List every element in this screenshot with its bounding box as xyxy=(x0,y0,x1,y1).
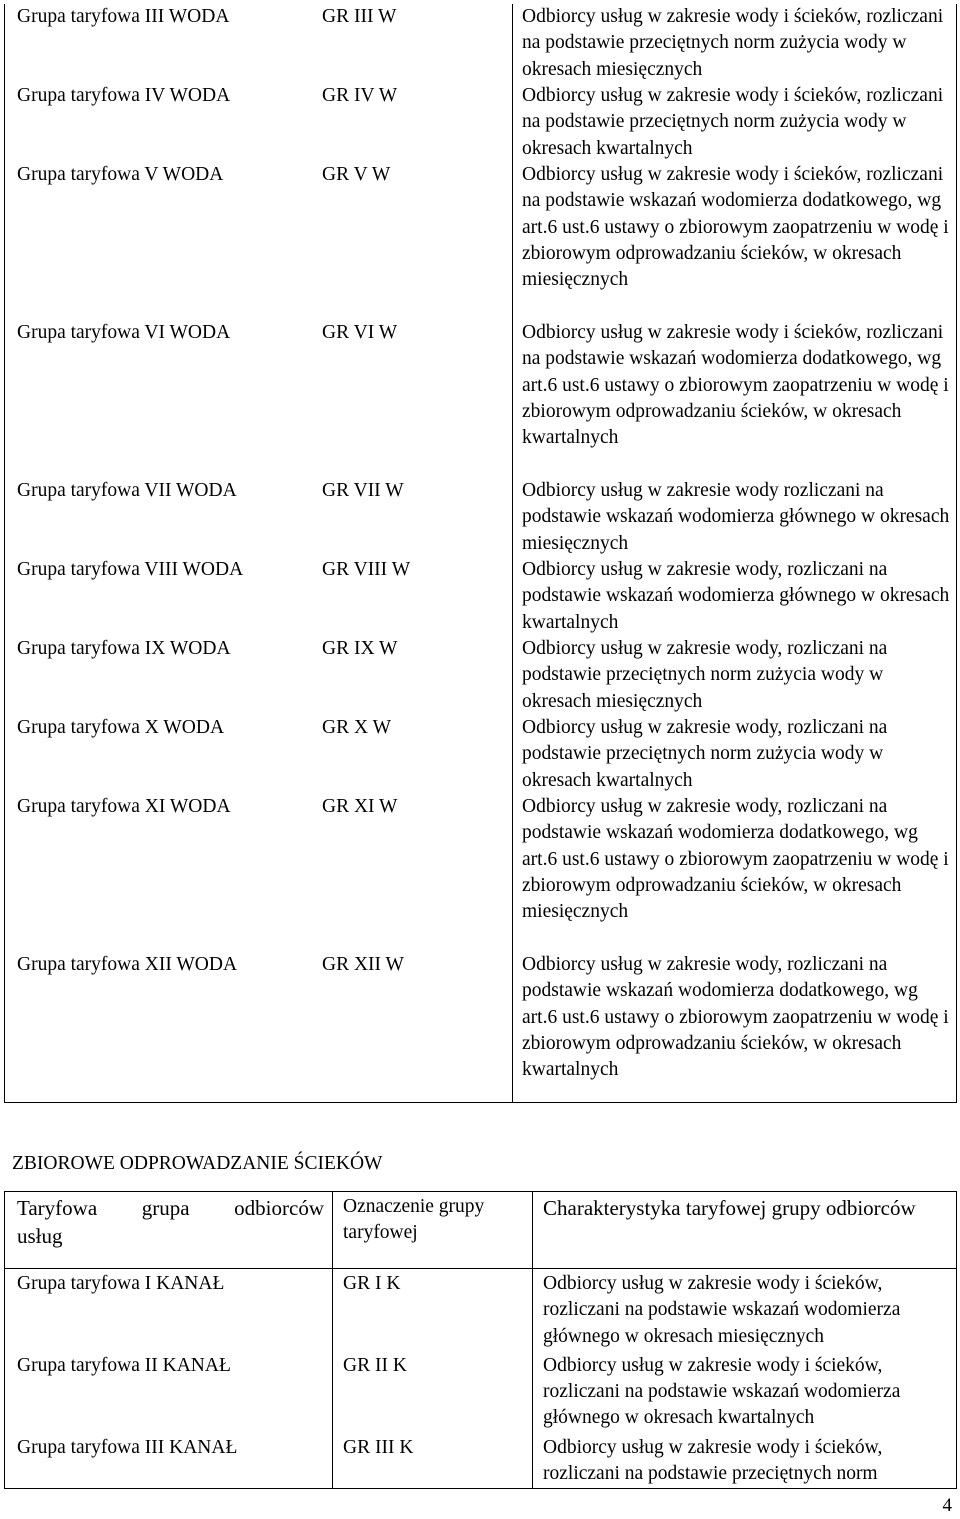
tariff-group-name: Grupa taryfowa VI WODA xyxy=(17,322,231,343)
table-row xyxy=(5,478,957,557)
column-header-code: Oznaczenie grupy taryfowej xyxy=(333,1192,533,1269)
table-row xyxy=(5,1433,957,1489)
table-row xyxy=(5,952,957,1102)
tariff-group-code: GR X W xyxy=(322,715,513,794)
tariff-group-code: GR XI W xyxy=(322,794,513,952)
section-heading: ZBIOROWE ODPROWADZANIE ŚCIEKÓW xyxy=(12,1153,383,1174)
table-row xyxy=(5,636,957,715)
table-row xyxy=(5,1351,957,1433)
tariff-group-code: GR V W xyxy=(322,162,513,320)
tariff-group-name: Grupa taryfowa II KANAŁ xyxy=(5,1351,333,1433)
tariff-group-name: Grupa taryfowa III WODA xyxy=(17,6,230,27)
tariff-group-description: Odbiorcy usług w zakresie wody i ścieków, rozliczani na podstawie wskazań wodomierza głównego w okresach kwartalnych xyxy=(543,1354,901,1429)
tariff-group-name: Grupa taryfowa XI WODA xyxy=(17,796,231,817)
column-header-description: Charakterystyka taryfowej grupy odbiorców xyxy=(533,1192,957,1269)
tariff-group-name: Grupa taryfowa XII WODA xyxy=(17,954,238,975)
table-row xyxy=(5,715,957,794)
tariff-group-description: Odbiorcy usług w zakresie wody, rozliczani na podstawie wskazań wodomierza dodatkowego, wg art.6 ust.6 ustawy o zbiorowym zaopatrzeniu w wodę i zbiorowym odprowadzaniu ścieków, w okresach kwartalnych xyxy=(522,954,949,1081)
tariff-group-name: Grupa taryfowa IX WODA xyxy=(17,638,231,659)
table-row xyxy=(5,4,957,83)
tariff-group-description: Odbiorcy usług w zakresie wody i ścieków, rozliczani na podstawie przeciętnych norm zużycia wody w okresach kwartalnych xyxy=(522,85,944,159)
tariff-group-name: Grupa taryfowa III KANAŁ xyxy=(5,1433,333,1489)
tariff-group-description: Odbiorcy usług w zakresie wody i ścieków, rozliczani na podstawie wskazań wodomierza głównego w okresach miesięcznych xyxy=(543,1273,901,1347)
tariff-group-code: GR III W xyxy=(322,4,513,83)
tariff-group-name: Grupa taryfowa I KANAŁ xyxy=(5,1269,333,1351)
tariff-group-name: Grupa taryfowa X WODA xyxy=(17,717,225,738)
tariff-group-code: GR VI W xyxy=(322,320,513,478)
tariff-group-name: Grupa taryfowa IV WODA xyxy=(17,85,231,106)
table-row xyxy=(5,794,957,952)
tariff-group-description: Odbiorcy usług w zakresie wody, rozliczani na podstawie przeciętnych norm zużycia wody w okresach miesięcznych xyxy=(522,638,888,712)
tariff-group-code: GR VIII W xyxy=(322,557,513,636)
tariff-group-description: Odbiorcy usług w zakresie wody, rozliczani na podstawie wskazań wodomierza głównego w okresach kwartalnych xyxy=(522,559,950,633)
sewage-tariff-groups-table xyxy=(4,1191,957,1489)
column-header-group-line2: usług xyxy=(17,1224,63,1248)
table-header-row xyxy=(5,1192,957,1269)
tariff-group-name: Grupa taryfowa VII WODA xyxy=(17,480,237,501)
table-row xyxy=(5,557,957,636)
table-row xyxy=(5,83,957,162)
tariff-group-code: GR XII W xyxy=(322,952,513,1102)
tariff-group-code: GR I K xyxy=(333,1269,533,1351)
tariff-group-code: GR II K xyxy=(333,1351,533,1433)
tariff-group-code: GR VII W xyxy=(322,478,513,557)
tariff-group-description: Odbiorcy usług w zakresie wody i ścieków, rozliczani na podstawie wskazań wodomierza dodatkowego, wg art.6 ust.6 ustawy o zbiorowym zaopatrzeniu w wodę i zbiorowym odprowadzaniu ścieków, w okresach miesięcznych xyxy=(522,164,949,291)
tariff-group-name: Grupa taryfowa VIII WODA xyxy=(17,559,244,580)
page-number: 4 xyxy=(942,1495,952,1516)
tariff-group-code: GR III K xyxy=(333,1433,533,1489)
column-header-group-line1: Taryfowa grupa odbiorców xyxy=(17,1196,324,1220)
water-tariff-groups-table xyxy=(4,4,957,1103)
table-row xyxy=(5,320,957,478)
tariff-group-name: Grupa taryfowa V WODA xyxy=(17,164,224,185)
tariff-group-code: GR IV W xyxy=(322,83,513,162)
tariff-group-description: Odbiorcy usług w zakresie wody i ścieków, rozliczani na podstawie przeciętnych norm xyxy=(543,1436,883,1485)
tariff-group-description: Odbiorcy usług w zakresie wody rozliczani na podstawie wskazań wodomierza głównego w okresach miesięcznych xyxy=(522,480,950,554)
tariff-group-description: Odbiorcy usług w zakresie wody, rozliczani na podstawie przeciętnych norm zużycia wody w okresach kwartalnych xyxy=(522,717,888,791)
tariff-group-code: GR IX W xyxy=(322,636,513,715)
table-row xyxy=(5,162,957,320)
tariff-group-description: Odbiorcy usług w zakresie wody i ścieków, rozliczani na podstawie przeciętnych norm zużycia wody w okresach miesięcznych xyxy=(522,6,944,80)
tariff-group-description: Odbiorcy usług w zakresie wody, rozliczani na podstawie wskazań wodomierza dodatkowego, wg art.6 ust.6 ustawy o zbiorowym zaopatrzeniu w wodę i zbiorowym odprowadzaniu ścieków, w okresach miesięcznych xyxy=(522,796,949,923)
column-header-group xyxy=(5,1192,333,1269)
table-row xyxy=(5,1269,957,1351)
tariff-group-description: Odbiorcy usług w zakresie wody i ścieków, rozliczani na podstawie wskazań wodomierza dodatkowego, wg art.6 ust.6 ustawy o zbiorowym zaopatrzeniu w wodę i zbiorowym odprowadzaniu ścieków, w okresach kwartalnych xyxy=(522,322,949,449)
